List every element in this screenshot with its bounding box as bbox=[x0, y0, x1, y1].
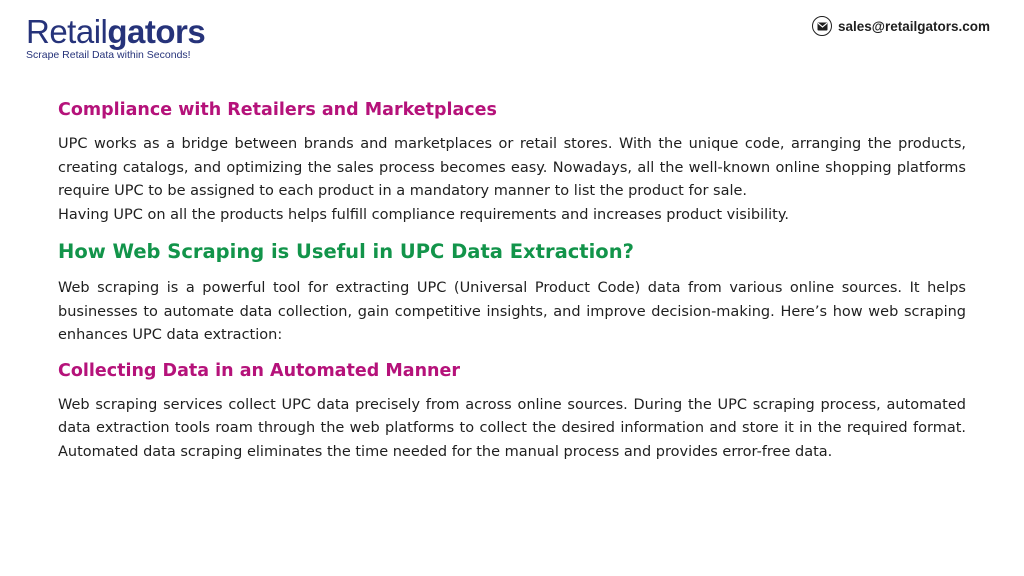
envelope-icon bbox=[812, 16, 832, 36]
section-heading-automated-collection: Collecting Data in an Automated Manner bbox=[58, 360, 460, 381]
section-heading-web-scraping: How Web Scraping is Useful in UPC Data Extraction? bbox=[58, 240, 634, 263]
logo-tagline: Scrape Retail Data within Seconds! bbox=[26, 49, 191, 61]
email-link[interactable]: sales@retailgators.com bbox=[838, 18, 990, 34]
section-heading-compliance: Compliance with Retailers and Marketplaces bbox=[58, 100, 497, 120]
retailgators-logo[interactable] bbox=[26, 14, 226, 61]
section-paragraph: Web scraping is a powerful tool for extracting UPC (Universal Product Code) data from various online sources. It helps businesses to automate data collection, gain competitive insights, and improve decision-making. Here’s how web scraping enhances UPC data extraction: bbox=[58, 280, 966, 343]
section-paragraph: Web scraping services collect UPC data precisely from across online sources. During the UPC scraping process, automated data extraction tools roam through the web platforms to collect the desired information and store it in the required format. Automated data scraping eliminates the time needed for the manual process and provides error-free data. bbox=[58, 396, 966, 460]
contact-email[interactable] bbox=[812, 16, 990, 36]
logo-wordmark bbox=[26, 14, 226, 50]
logo-text-retail: Retail bbox=[26, 13, 108, 50]
logo-text-gators: gators bbox=[107, 13, 206, 50]
section-paragraph: Having UPC on all the products helps fulfill compliance requirements and increases product visibility. bbox=[58, 206, 789, 223]
section-paragraph: UPC works as a bridge between brands and marketplaces or retail stores. With the unique code, arranging the products, creating catalogs, and optimizing the sales process becomes easy. Nowadays, all the well-known online shopping platforms require UPC to be assigned to each product in a mandatory manner to list the product for sale. bbox=[58, 136, 966, 199]
article-content bbox=[58, 97, 966, 464]
